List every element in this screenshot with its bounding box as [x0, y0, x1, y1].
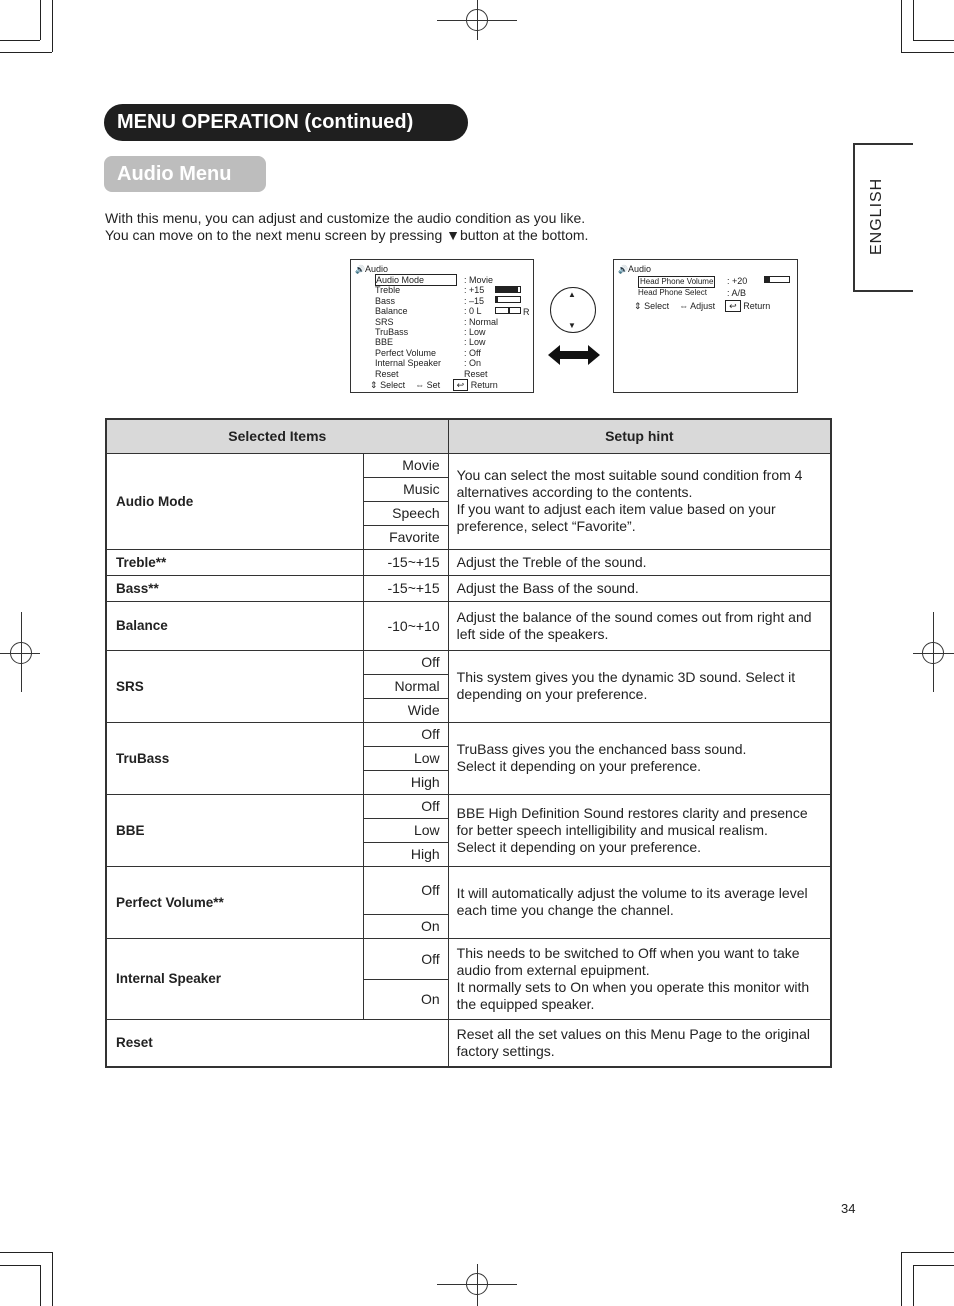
return-icon: ↩	[453, 379, 469, 391]
updown-arrow-icon: ⇕	[634, 301, 642, 311]
audio-settings-table	[105, 418, 832, 1068]
osd-item-label: SRS	[375, 316, 394, 327]
option-value: Movie	[363, 453, 448, 477]
leftright-arrow-icon: ⇔	[415, 380, 425, 390]
osd-item-value: : Normal	[464, 316, 499, 327]
table-row	[106, 866, 831, 914]
item-reset: Reset	[106, 1019, 448, 1067]
treble-level-bar	[495, 286, 521, 293]
option-value: On	[363, 914, 448, 938]
hint-balance: Adjust the balance of the sound comes out from right and left side of the speakers.	[448, 601, 831, 650]
option-value: Low	[363, 746, 448, 770]
option-value: Favorite	[363, 525, 448, 549]
table-row	[106, 794, 831, 818]
item-balance: Balance	[106, 601, 363, 650]
headphone-volume-bar	[764, 276, 790, 283]
option-value: Low	[363, 818, 448, 842]
osd-item-label: Treble	[375, 285, 401, 296]
hint-srs: This system gives you the dynamic 3D sound. Select it depending on your preference.	[448, 650, 831, 722]
intro-line-2: You can move on to the next menu screen by pressing ▼button at the bottom.	[105, 227, 589, 243]
option-value: Off	[363, 650, 448, 674]
item-bbe: BBE	[106, 794, 363, 866]
osd-item-label: Internal Speaker	[375, 358, 442, 369]
osd-item-value: : Low	[464, 337, 486, 348]
option-value: On	[363, 979, 448, 1019]
osd-item-value: : –15	[464, 295, 485, 306]
table-header-row	[106, 419, 831, 453]
hint-bass: Adjust the Bass of the sound.	[448, 575, 831, 601]
option-value: Off	[363, 866, 448, 914]
osd-item-label: TruBass	[375, 327, 409, 337]
bass-range: -15~+15	[363, 575, 448, 601]
option-value: High	[363, 842, 448, 866]
osd-item-label: Reset	[375, 368, 399, 379]
osd-audio-menu-page2	[613, 259, 798, 393]
treble-range: -15~+15	[363, 549, 448, 575]
page-number: 34	[841, 1201, 856, 1216]
header-selected-items: Selected Items	[106, 419, 448, 453]
hint-internal-speaker: This needs to be switched to Off when you want to take audio from external epuipment. It normally sets to On when you operate this monitor with the equipped speaker.	[448, 938, 831, 1019]
item-srs: SRS	[106, 650, 363, 722]
language-tab	[853, 143, 913, 292]
hint-perfect-volume: It will automatically adjust the volume to its average level each time you change the channel.	[448, 866, 831, 938]
osd-item-label: Audio Mode	[375, 274, 457, 286]
osd-item-value: Reset	[464, 368, 488, 379]
option-value: Music	[363, 477, 448, 501]
speaker-icon: 🔊	[618, 265, 628, 274]
option-value: Off	[363, 794, 448, 818]
osd-item-label: Head Phone Volume	[640, 277, 714, 286]
balance-range: -10~+10	[363, 601, 448, 650]
speaker-icon: 🔊	[355, 265, 365, 274]
item-audio-mode: Audio Mode	[106, 453, 363, 549]
osd-item-value: : Off	[464, 347, 481, 358]
osd-item-label: Balance	[375, 306, 408, 317]
double-arrow-icon	[548, 345, 600, 365]
remote-control-pad-icon: ▲ ▼	[550, 287, 596, 333]
leftright-arrow-icon: ⇔	[679, 301, 689, 311]
osd-item-value: : +15	[464, 285, 485, 296]
osd-item-value: : 0 L	[464, 306, 482, 317]
table-row	[106, 575, 831, 601]
hint-bbe: BBE High Definition Sound restores clarity and presence for better speech intelligibility and musical realism. Select it depending on your preference.	[448, 794, 831, 866]
hint-treble: Adjust the Treble of the sound.	[448, 549, 831, 575]
osd-item-value: : Movie	[464, 275, 494, 285]
table-row	[106, 938, 831, 979]
section-title: MENU OPERATION (continued)	[104, 104, 468, 141]
osd-audio-menu-page1	[350, 259, 534, 393]
option-value: Off	[363, 938, 448, 979]
osd-title-2: 🔊Audio	[618, 264, 651, 274]
osd-item-label: Bass	[375, 295, 396, 306]
hint-trubass: TruBass gives you the enchanced bass sound. Select it depending on your preference.	[448, 722, 831, 794]
option-value: Off	[363, 722, 448, 746]
osd-item-value: : A/B	[727, 288, 747, 298]
osd-item-label: BBE	[375, 337, 394, 348]
return-icon: ↩	[725, 300, 741, 312]
osd-item-label: Head Phone Select	[638, 288, 707, 297]
balance-right-label: R	[523, 307, 530, 317]
item-bass: Bass**	[106, 575, 363, 601]
table-row	[106, 650, 831, 674]
table-row	[106, 722, 831, 746]
osd-footer: ⇕ Select ⇔ Set ↩ Return	[370, 380, 498, 390]
table-row	[106, 601, 831, 650]
item-perfect-volume: Perfect Volume**	[106, 866, 363, 938]
osd-item-label: Perfect Volume	[375, 347, 437, 358]
option-value: High	[363, 770, 448, 794]
table-row	[106, 549, 831, 575]
hint-reset: Reset all the set values on this Menu Page to the original factory settings.	[448, 1019, 831, 1067]
osd-item-value: : On	[464, 358, 482, 369]
osd-item-value: : Low	[464, 327, 486, 337]
osd-item-value: : +20	[727, 276, 748, 286]
item-trubass: TruBass	[106, 722, 363, 794]
option-value: Wide	[363, 698, 448, 722]
updown-arrow-icon: ⇕	[370, 380, 378, 390]
balance-level-bar	[495, 307, 521, 314]
option-value: Normal	[363, 674, 448, 698]
option-value: Speech	[363, 501, 448, 525]
osd-title: 🔊Audio	[355, 264, 388, 274]
table-row	[106, 1019, 831, 1067]
hint-audio-mode: You can select the most suitable sound condition from 4 alternatives according to the contents. If you want to adjust each item value based on your preference, select “Favorite”.	[448, 453, 831, 549]
subsection-title: Audio Menu	[104, 156, 266, 192]
language-tab-label: ENGLISH	[868, 177, 885, 255]
table-row	[106, 453, 831, 477]
osd-footer-2: ⇕ Select ⇔ Adjust ↩ Return	[634, 301, 771, 311]
item-treble: Treble**	[106, 549, 363, 575]
intro-line-1: With this menu, you can adjust and customize the audio condition as you like.	[105, 210, 586, 226]
intro-text	[105, 210, 588, 244]
bass-level-bar	[495, 296, 521, 303]
item-internal-speaker: Internal Speaker	[106, 938, 363, 1019]
header-setup-hint: Setup hint	[448, 419, 831, 453]
